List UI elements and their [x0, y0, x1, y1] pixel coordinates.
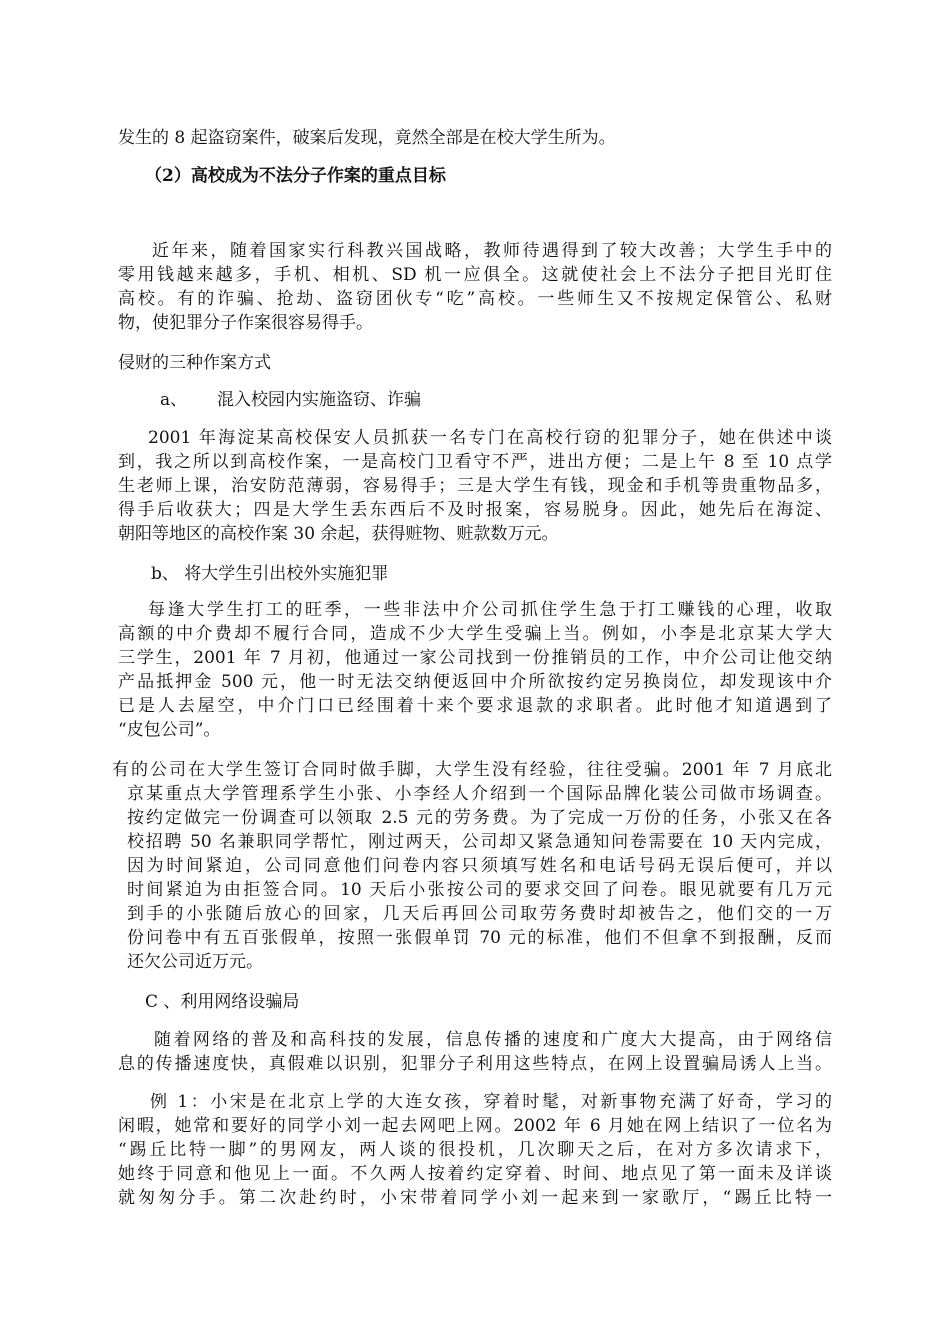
text-line: 三学生，2001 年 7 月初，他通过一家公司找到一份推销员的工作，中介公司让他交纳	[118, 648, 832, 668]
text-line: “皮包公司”。	[118, 720, 221, 740]
list-item-heading: C 、利用网络设骗局	[145, 992, 300, 1012]
text-line: 生老师上课，治安防范薄弱，容易得手；三是大学生有钱，现金和手机等贵重物品多，	[118, 476, 832, 496]
text-line: 已是人去屋空，中介门口已经围着十来个要求退款的求职者。此时他才知道遇到了	[118, 696, 832, 716]
text-line: 高额的中介费却不履行合同，造成不少大学生受骗上当。例如，小李是北京某大学大	[118, 624, 832, 644]
text-line: 产品抵押金 500 元，他一时无法交纳便返回中介所欲按约定另换岗位，却发现该中介	[118, 672, 832, 692]
text-line: 到手的小张随后放心的回家，几天后再回公司取劳务费时却被告之，他们交的一万	[127, 904, 832, 924]
text-line: 到，我之所以到高校作案，一是高校门卫看守不严，进出方便；二是上午 8 至 10 点学	[118, 452, 832, 472]
text-line: 时间紧迫为由拒签合同。10 天后小张按公司的要求交回了问卷。眼见就要有几万元	[127, 880, 832, 900]
list-item-heading: b、 将大学生引出校外实施犯罪	[151, 564, 389, 584]
subheading: 侵财的三种作案方式	[118, 353, 271, 373]
text-line: 发生的 8 起盗窃案件，破案后发现，竟然全部是在校大学生所为。	[118, 128, 616, 148]
text-line: 她终于同意和他见上一面。不久两人按着约定穿着、时间、地点见了第一面未及详谈	[118, 1164, 832, 1184]
text-line: 零用钱越来越多，手机、相机、SD 机一应俱全。这就使社会上不法分子把目光盯住	[118, 265, 832, 285]
list-marker: a、	[160, 390, 188, 410]
text-line: 有的公司在大学生签订合同时做手脚，大学生没有经验，往往受骗。2001 年 7 月底北	[112, 760, 832, 780]
text-line: 高校。有的诈骗、抢劫、盗窃团伙专“吃”高校。一些师生又不按规定保管公、私财	[118, 289, 832, 309]
text-line: 京某重点大学管理系学生小张、小李经人介绍到一个国际品牌化装公司做市场调查。	[127, 784, 832, 804]
text-line: 就匆匆分手。第二次赴约时，小宋带着同学小刘一起来到一家歌厅，“踢丘比特一	[118, 1188, 832, 1208]
text-line: “踢丘比特一脚”的男网友，两人谈的很投机，几次聊天之后，在对方多次请求下，	[118, 1140, 832, 1160]
list-item-heading: 混入校园内实施盗窃、诈骗	[217, 390, 421, 410]
text-line: 按约定做完一份调查可以领取 2.5 元的劳务费。为了完成一万份的任务，小张又在各	[127, 808, 832, 828]
text-line: 得手后收获大；四是大学生丢东西后不及时报案，容易脱身。因此，她先后在海淀、	[118, 500, 832, 520]
text-line: 每逢大学生打工的旺季，一些非法中介公司抓住学生急于打工赚钱的心理，收取	[148, 600, 832, 620]
text-line: 息的传播速度快，真假难以识别，犯罪分子利用这些特点，在网上设置骗局诱人上当。	[118, 1054, 832, 1074]
text-line: 还欠公司近万元。	[127, 952, 263, 972]
section-heading: （2）高校成为不法分子作案的重点目标	[145, 166, 446, 186]
text-line: 份问卷中有五百张假单，按照一张假单罚 70 元的标准，他们不但拿不到报酬，反而	[127, 928, 832, 948]
text-line: 物，使犯罪分子作案很容易得手。	[118, 313, 373, 333]
text-line: 例 1：小宋是在北京上学的大连女孩，穿着时髦，对新事物充满了好奇，学习的	[150, 1092, 832, 1112]
text-line: 随着网络的普及和高科技的发展，信息传播的速度和广度大大提高，由于网络信	[154, 1030, 832, 1050]
text-line: 2001 年海淀某高校保安人员抓获一名专门在高校行窃的犯罪分子，她在供述中谈	[148, 428, 832, 448]
text-line: 朝阳等地区的高校作案 30 余起，获得赃物、赃款数万元。	[118, 524, 559, 544]
text-line: 近年来，随着国家实行科教兴国战略，教师待遇得到了较大改善；大学生手中的	[152, 241, 832, 261]
text-line: 因为时间紧迫，公司同意他们问卷内容只须填写姓名和电话号码无误后便可，并以	[127, 856, 832, 876]
text-line: 闲暇，她常和要好的同学小刘一起去网吧上网。2002 年 6 月她在网上结识了一位名为	[118, 1116, 832, 1136]
text-line: 校招聘 50 名兼职同学帮忙，刚过两天，公司却又紧急通知问卷需要在 10 天内完成，	[127, 832, 832, 852]
